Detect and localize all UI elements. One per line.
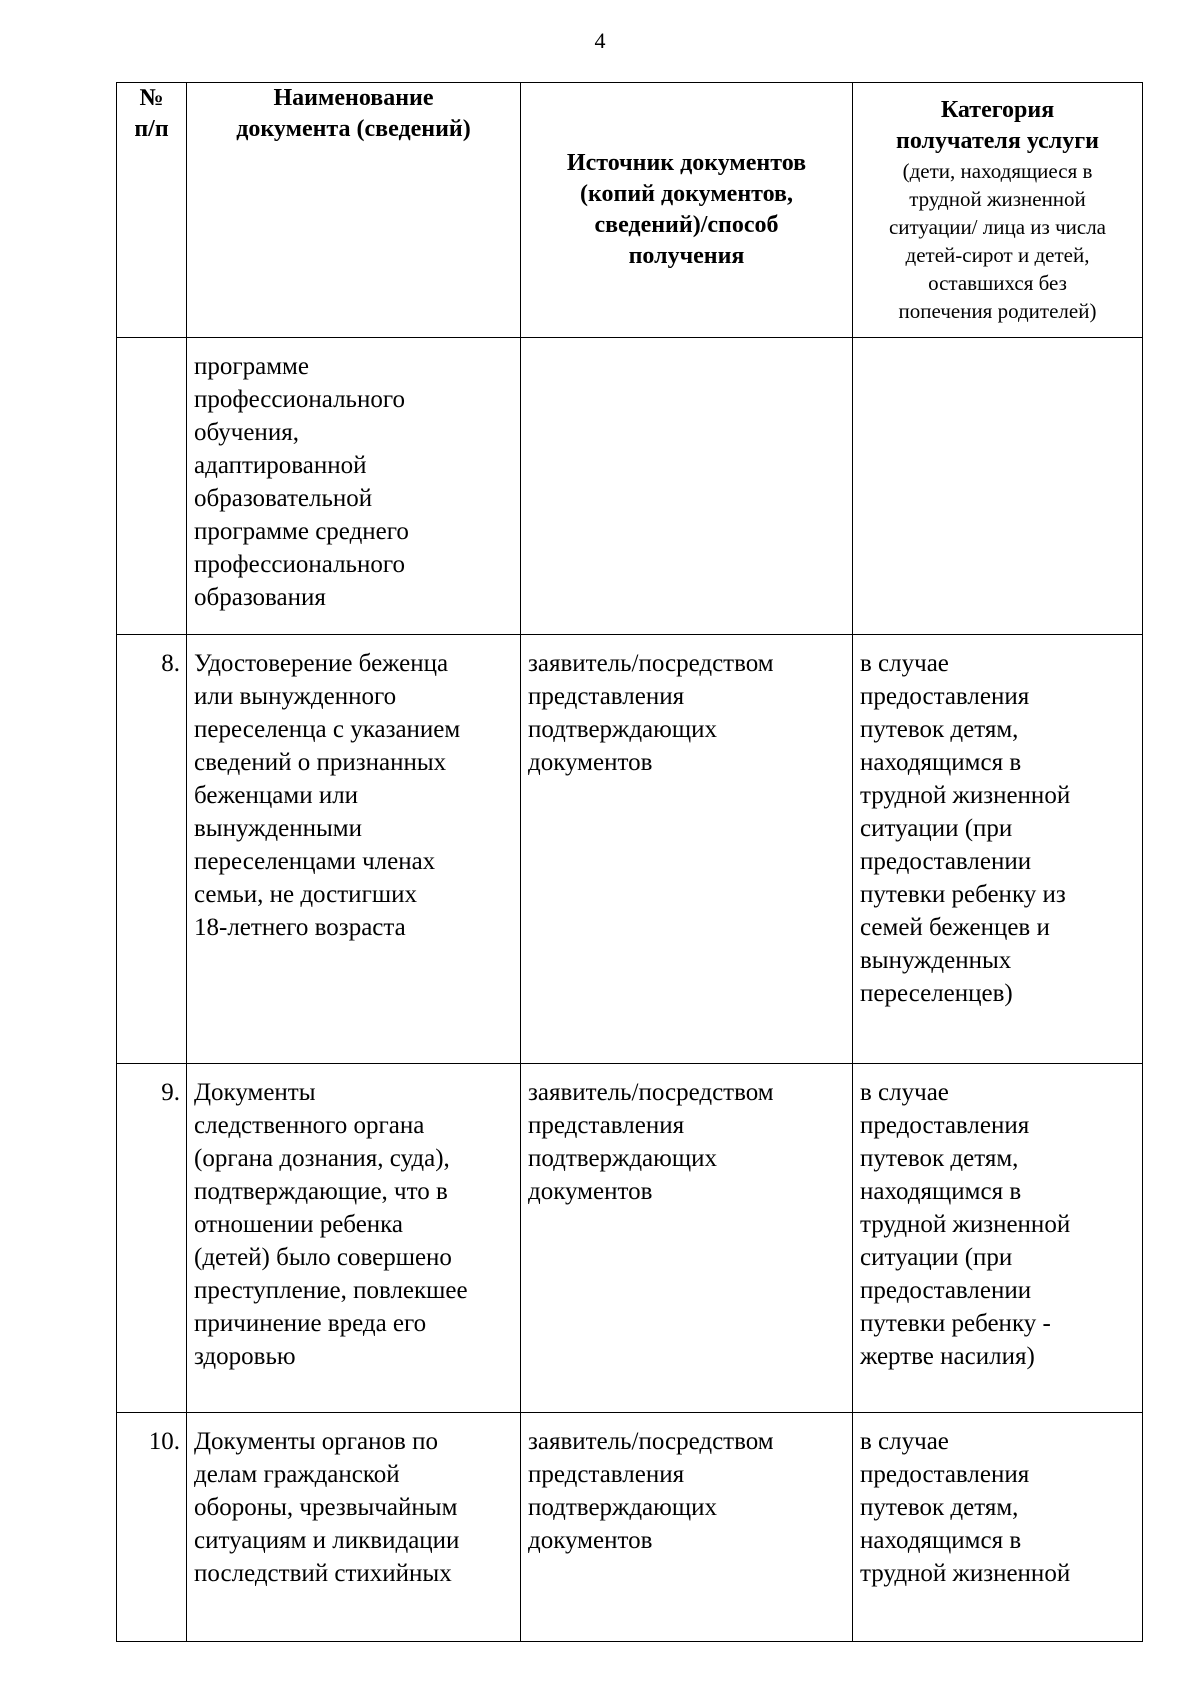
- header-source-label: Источник документов (копий документов, сведений)/способ получения: [566, 150, 807, 269]
- table-header-row: [117, 83, 1143, 338]
- row-name: [187, 338, 521, 635]
- row-source-text: заявитель/посредством представления подтверждающих документов: [528, 1428, 774, 1554]
- header-category-note: (дети, находящиеся в трудной жизненной ситуации/ лица из числа детей-сирот и детей, оставшихся без попечения родителей): [888, 159, 1107, 323]
- header-source: [521, 83, 853, 338]
- row-category-text: в случае предоставления путевок детям, находящимся в трудной жизненной ситуации (при предоставлении путевки ребенку из семей беженцев и вынужденных переселенцев): [860, 650, 1071, 1007]
- table-row: [117, 338, 1143, 635]
- row-source-text: заявитель/посредством представления подтверждающих документов: [528, 1079, 774, 1205]
- row-num: 10.: [117, 1413, 187, 1642]
- row-name: [187, 1064, 521, 1413]
- row-name-text: Документы органов по делам гражданской обороны, чрезвычайным ситуациям и ликвидации последствий стихийных: [194, 1428, 460, 1587]
- row-name-text: Удостоверение беженца или вынужденного переселенца с указанием сведений о признанных беженцами или вынужденными переселенцами членах семьи, не достигших 18-летнего возраста: [194, 650, 461, 941]
- table-row: [117, 1064, 1143, 1413]
- row-category-text: в случае предоставления путевок детям, находящимся в трудной жизненной ситуации (при предоставлении путевки ребенку - жертве насилия): [860, 1079, 1071, 1370]
- documents-table: [116, 82, 1143, 1642]
- row-num: [117, 338, 187, 635]
- row-source: [521, 1413, 853, 1642]
- header-name-label: Наименование документа (сведений): [236, 85, 471, 142]
- table-row: [117, 635, 1143, 1064]
- row-category: [853, 338, 1143, 635]
- row-num: 9.: [117, 1064, 187, 1413]
- header-num-label: № п/п: [134, 85, 169, 142]
- row-name-text: Документы следственного органа (органа дознания, суда), подтверждающие, что в отношении ребенка (детей) было совершено преступление, повлекшее причинение вреда его здоровью: [194, 1079, 468, 1370]
- row-category: [853, 635, 1143, 1064]
- row-source: [521, 338, 853, 635]
- header-name: [187, 83, 521, 338]
- row-num: 8.: [117, 635, 187, 1064]
- row-source: [521, 635, 853, 1064]
- row-name-text: программе профессионального обучения, адаптированной образовательной программе среднего профессионального образования: [194, 353, 409, 611]
- row-category: [853, 1413, 1143, 1642]
- row-category-text: в случае предоставления путевок детям, находящимся в трудной жизненной: [860, 1428, 1071, 1587]
- row-category: [853, 1064, 1143, 1413]
- row-name: [187, 1413, 521, 1642]
- header-num: [117, 83, 187, 338]
- row-name: [187, 635, 521, 1064]
- page-number: 4: [594, 28, 606, 53]
- row-source-text: заявитель/посредством представления подтверждающих документов: [528, 650, 774, 776]
- header-category-title: Категория получателя услуги: [896, 97, 1099, 154]
- header-category: [853, 83, 1143, 338]
- row-source: [521, 1064, 853, 1413]
- table-row: [117, 1413, 1143, 1642]
